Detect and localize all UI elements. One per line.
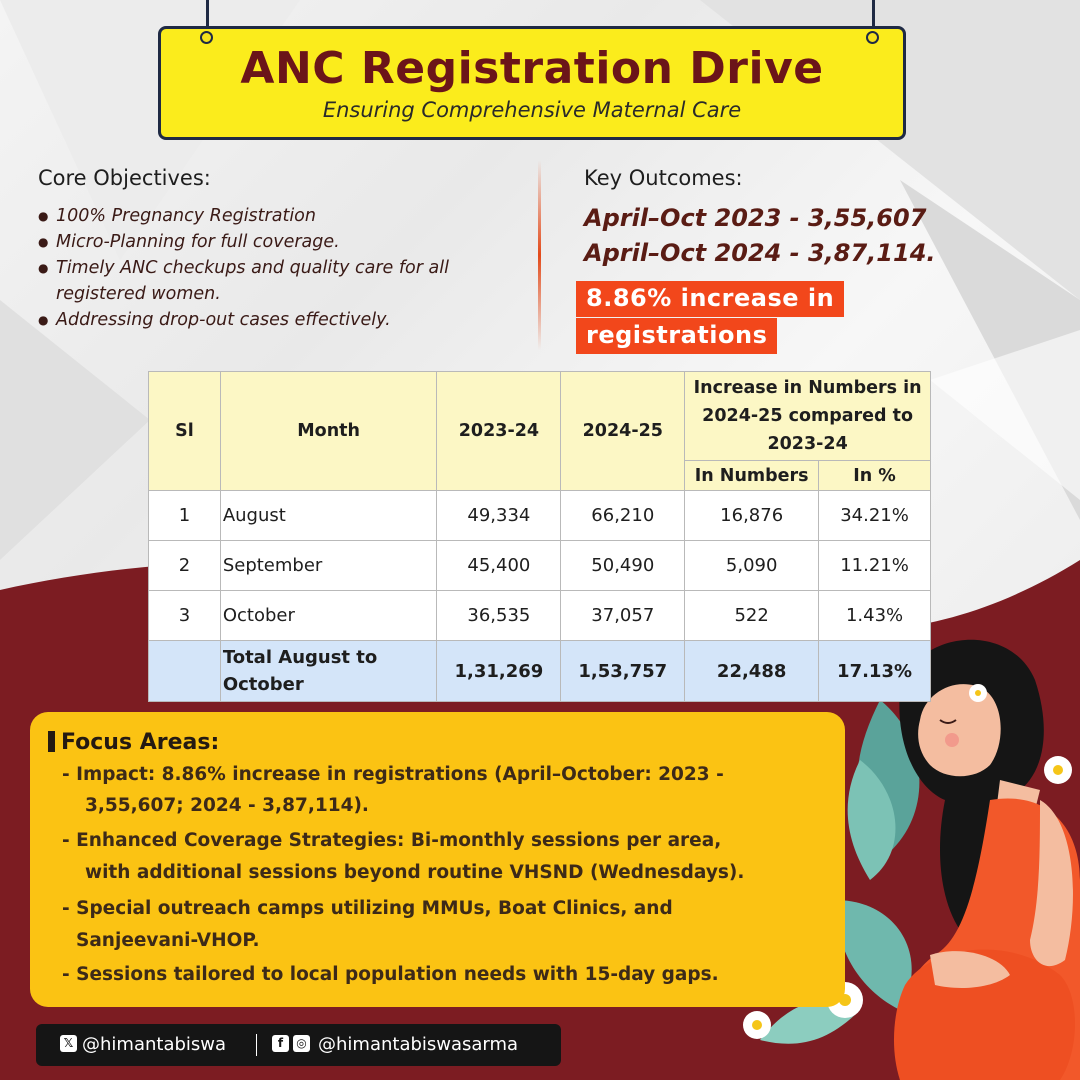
cell-in-numbers: 5,090 (685, 541, 819, 591)
header-in-numbers: In Numbers (685, 461, 819, 491)
cell-total-label: Total August to October (220, 641, 437, 702)
page-subtitle: Ensuring Comprehensive Maternal Care (322, 98, 742, 122)
cell-total-2023-24: 1,31,269 (437, 641, 561, 702)
cell-total-in-numbers: 22,488 (685, 641, 819, 702)
cell-total-2024-25: 1,53,757 (561, 641, 685, 702)
cell-sl: 1 (149, 491, 221, 541)
page-title: ANC Registration Drive (240, 43, 824, 94)
heading-bar-icon (48, 731, 55, 752)
fb-ig-handle[interactable]: @himantabiswasarma (318, 1034, 519, 1055)
header-increase: Increase in Numbers in 2024-25 compared to 2023-24 (685, 372, 931, 461)
focus-heading-text: Focus Areas: (61, 730, 220, 755)
cell-sl: 3 (149, 591, 221, 641)
header-month: Month (220, 372, 437, 491)
focus-line: 3,55,607; 2024 - 3,87,114). (85, 795, 369, 816)
list-item: ● Timely ANC checkups and quality care for all registered women. (38, 255, 496, 307)
cell-in-numbers: 16,876 (685, 491, 819, 541)
board-ring-left (200, 31, 213, 44)
focus-areas-box (30, 712, 845, 1007)
table-row (149, 541, 931, 591)
increase-highlight-line1: 8.86% increase in (576, 281, 844, 317)
cell-2024-25: 66,210 (561, 491, 685, 541)
social-footer (36, 1024, 561, 1066)
list-item: ● Micro-Planning for full coverage. (38, 229, 508, 255)
cell-2024-25: 50,490 (561, 541, 685, 591)
x-icon[interactable]: 𝕏 (60, 1035, 77, 1052)
cell-2023-24: 45,400 (437, 541, 561, 591)
header-sl: Sl (149, 372, 221, 491)
focus-line: with additional sessions beyond routine VHSND (Wednesdays). (85, 862, 745, 883)
cell-in-percent: 34.21% (819, 491, 931, 541)
cell-2024-25: 37,057 (561, 591, 685, 641)
bg-facet (930, 330, 1080, 500)
table-total-row (149, 641, 931, 702)
focus-line: - Special outreach camps utilizing MMUs, Boat Clinics, and (62, 898, 673, 919)
instagram-icon[interactable]: ◎ (293, 1035, 310, 1052)
focus-line: - Impact: 8.86% increase in registrations (April–October: 2023 - (62, 764, 724, 785)
table-row (149, 591, 931, 641)
focus-line: - Enhanced Coverage Strategies: Bi-monthly sessions per area, (62, 830, 722, 851)
cell-month: August (220, 491, 437, 541)
list-item: ● Addressing drop-out cases effectively. (38, 307, 508, 333)
cell-2023-24: 49,334 (437, 491, 561, 541)
cell-2023-24: 36,535 (437, 591, 561, 641)
header-2023-24: 2023-24 (437, 372, 561, 491)
footer-divider (256, 1034, 257, 1056)
cell-in-percent: 1.43% (819, 591, 931, 641)
focus-areas-heading (48, 730, 219, 755)
focus-line: - Sessions tailored to local population needs with 15-day gaps. (62, 964, 719, 985)
header-2024-25: 2024-25 (561, 372, 685, 491)
cell-month: September (220, 541, 437, 591)
cell-in-numbers: 522 (685, 591, 819, 641)
header-in-percent: In % (819, 461, 931, 491)
increase-highlight-line2: registrations (576, 318, 777, 354)
facebook-icon[interactable]: f (272, 1035, 289, 1052)
list-item: ● 100% Pregnancy Registration (38, 203, 508, 229)
title-board (158, 26, 906, 140)
cell-total-in-percent: 17.13% (819, 641, 931, 702)
table-row (149, 491, 931, 541)
outcome-2023: April–Oct 2023 - 3,55,607 (584, 204, 927, 232)
outcome-2024: April–Oct 2024 - 3,87,114. (584, 239, 936, 267)
x-handle[interactable]: @himantabiswa (82, 1034, 227, 1055)
bg-facet (0, 300, 150, 560)
cell-sl: 2 (149, 541, 221, 591)
section-divider (538, 160, 541, 350)
registration-table (148, 371, 931, 702)
focus-line: Sanjeevani-VHOP. (76, 930, 260, 951)
core-objectives-heading: Core Objectives: (38, 166, 211, 190)
cell-month: October (220, 591, 437, 641)
board-ring-right (866, 31, 879, 44)
cell-sl-empty (149, 641, 221, 702)
core-objectives-list (38, 203, 508, 333)
key-outcomes-heading: Key Outcomes: (584, 166, 743, 190)
cell-in-percent: 11.21% (819, 541, 931, 591)
